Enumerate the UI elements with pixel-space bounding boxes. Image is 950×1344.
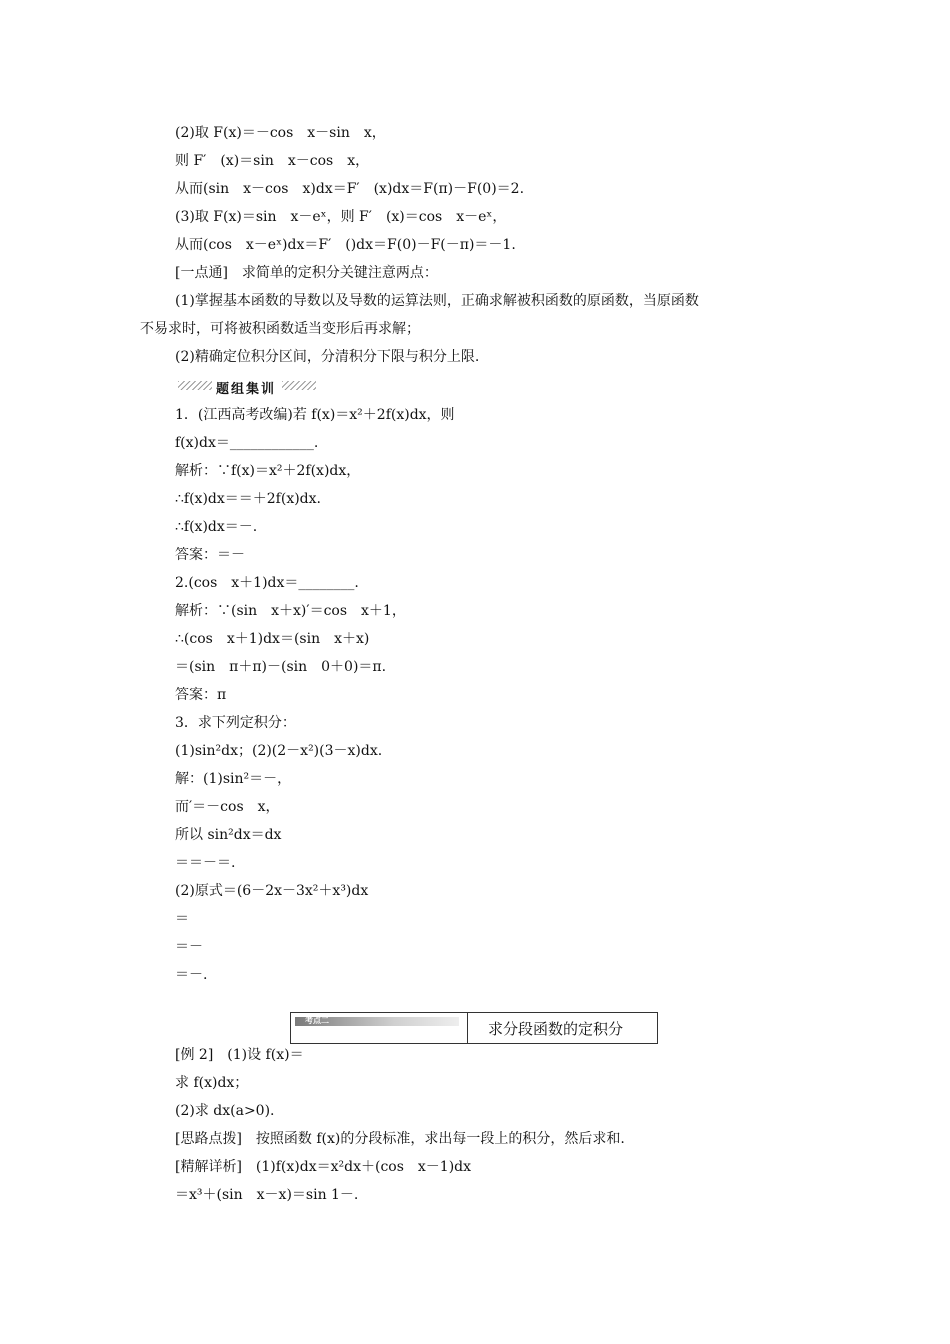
text-line: 答案：π [175,687,227,703]
text-line: [思路点拨] 按照函数 f(x)的分段标准，求出每一段上的积分，然后求和. [175,1131,625,1147]
text-line: 从而(cos x－eˣ)dx＝F′ ()dx＝F(0)－F(－π)＝－1. [175,237,516,253]
hatch-decoration [178,381,212,390]
text-line: 2.(cos x＋1)dx＝________. [175,575,359,591]
text-line: 则 F′ (x)＝sin x－cos x， [175,153,370,169]
topic-header-box [290,1012,658,1044]
text-line: 而′＝－cos x， [175,799,280,815]
topic-title: 求分段函数的定积分 [488,1020,624,1038]
text-line: (2)精确定位积分区间，分清积分下限与积分上限. [175,349,480,365]
text-line: (2)原式＝(6－2x－3x²＋x³)dx [175,883,369,899]
text-line: (1)掌握基本函数的导数以及导数的运算法则，正确求解被积函数的原函数，当原函数 [175,293,699,309]
text-line: ＝ [175,911,189,927]
text-line: (2)取 F(x)＝－cos x－sin x， [175,125,386,141]
text-line: ＝－. [175,967,208,983]
topic-tag-strip [295,1017,459,1026]
text-line: 解：(1)sin²＝－， [175,771,292,787]
text-line: 1．(江西高考改编)若 f(x)＝x²＋2f(x)dx，则 [175,407,455,423]
text-line: ＝(sin π＋π)－(sin 0＋0)＝π. [175,659,387,675]
text-line: (1)sin²dx；(2)(2－x²)(3－x)dx. [175,743,383,759]
text-line: 解析：∵f(x)＝x²＋2f(x)dx， [175,463,361,479]
text-line: f(x)dx＝____________. [175,435,319,451]
text-line: 求 f(x)dx； [175,1075,249,1091]
text-line: 所以 sin²dx＝dx [175,827,282,843]
example-heading: [例 2] (1)设 f(x)＝ [175,1047,304,1063]
text-line: ∴f(x)dx＝－. [175,519,258,535]
tip-heading: [一点通] 求简单的定积分关键注意两点： [175,265,438,281]
text-line: 解析：∵(sin x＋x)′＝cos x＋1， [175,603,406,619]
text-line: 从而(sin x－cos x)dx＝F′ (x)dx＝F(π)－F(0)＝2. [175,181,525,197]
topic-tag: 考点二 [305,1015,329,1025]
text-line: 不易求时，可将被积函数适当变形后再求解； [140,321,420,337]
section-banner [178,378,318,397]
text-line: ∴f(x)dx＝＝＋2f(x)dx. [175,491,321,507]
hatch-decoration [282,381,316,390]
text-line: ＝＝－＝. [175,855,236,871]
text-line: ＝x³＋(sin x－x)＝sin 1－. [175,1187,359,1203]
text-line: [精解详析] (1)f(x)dx＝x²dx＋(cos x－1)dx [175,1159,472,1175]
banner-label: 题组集训 [216,382,277,397]
topic-tag-cell [291,1013,468,1043]
text-line: 3．求下列定积分： [175,715,296,731]
text-line: (3)取 F(x)＝sin x－eˣ，则 F′ (x)＝cos x－eˣ， [175,209,507,225]
text-line: 答案：＝－ [175,547,245,563]
text-line: ∴(cos x＋1)dx＝(sin x＋x) [175,631,370,647]
text-line: (2)求 dx(a>0). [175,1103,275,1119]
text-line: ＝－ [175,939,203,955]
